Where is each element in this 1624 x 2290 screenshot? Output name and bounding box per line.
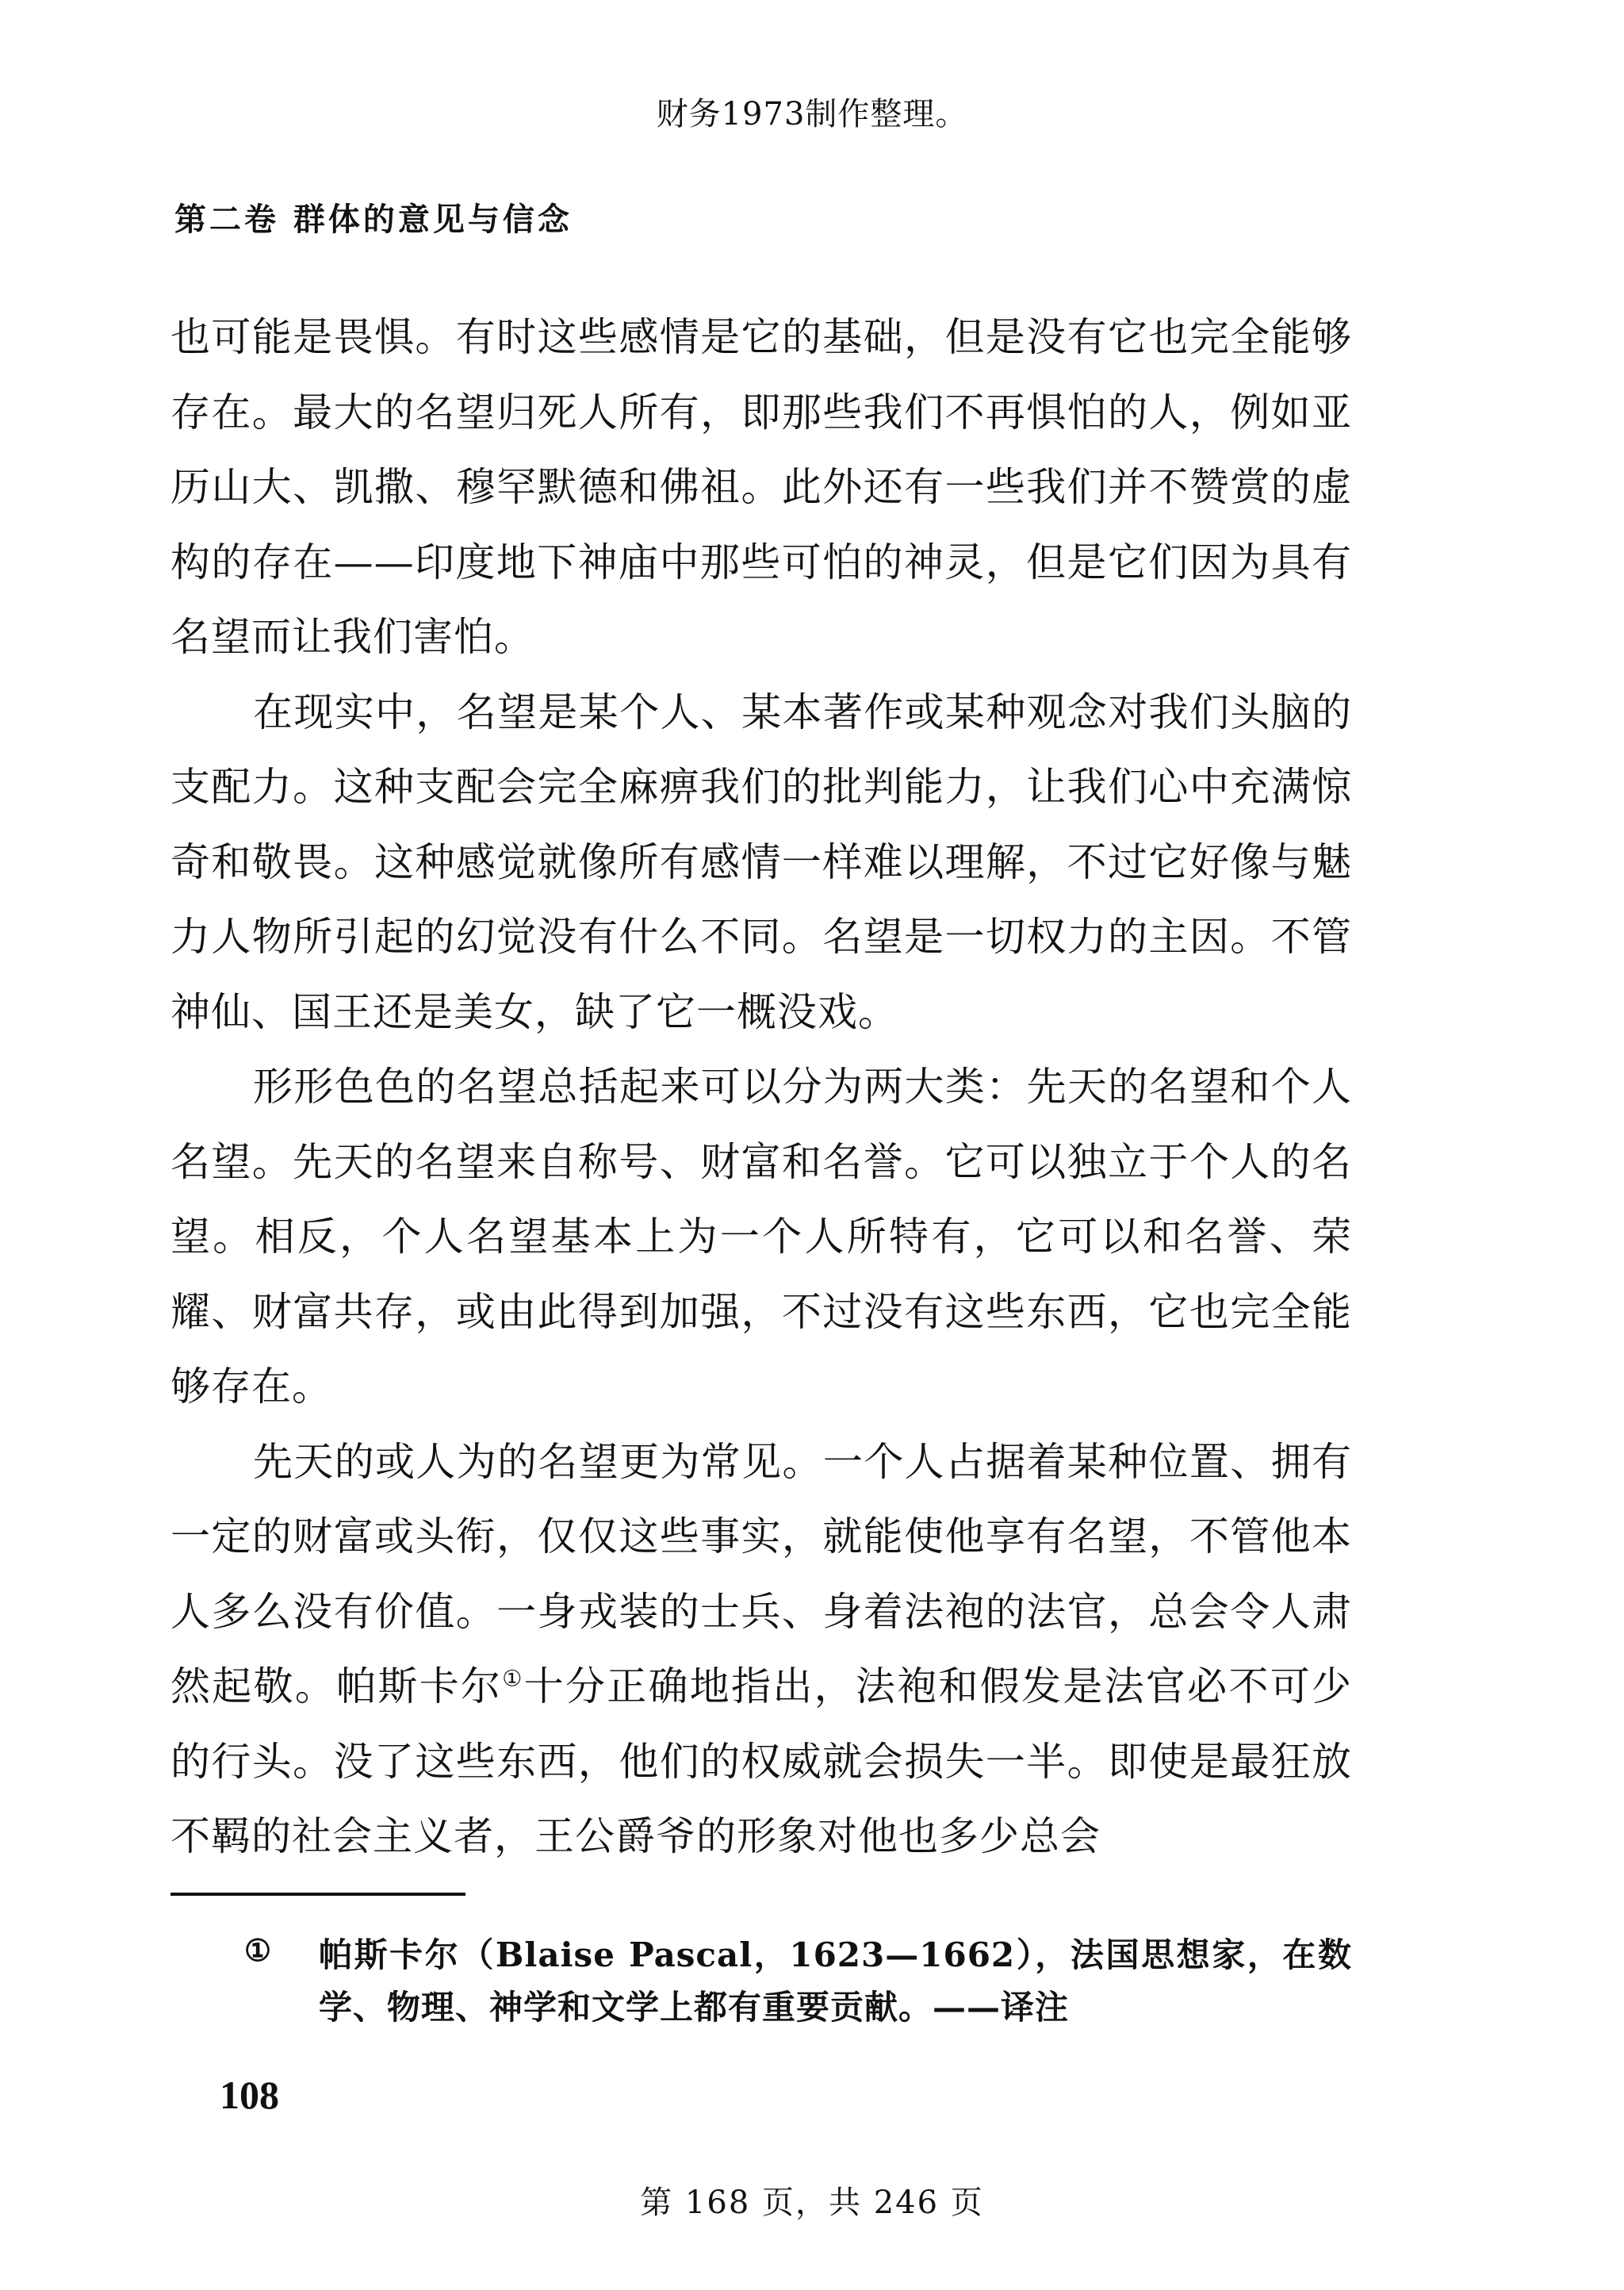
running-head: 第二卷 群体的意见与信念: [174, 201, 573, 238]
footnote-text: 帕斯卡尔（Blaise Pascal，1623—1662），法国思想家，在数学、物理、神学和文学上都有重要贡献。——译注: [319, 1935, 1352, 2027]
paragraph-3: 形形色色的名望总括起来可以分为两大类：先天的名望和个人名望。先天的名望来自称号、财富和名誉。它可以独立于个人的名望。相反，个人名望基本上为一个人所特有，它可以和名誉、荣耀、财富共存，或由此得到加强，不过没有这些东西，它也完全能够存在。: [170, 1064, 1352, 1410]
paragraph-4-text-b: 十分正确地指出，法袍和假发是法官必不可少的行头。没了这些东西，他们的权威就会损失一半。即使是最狂放不羁的社会主义者，王公爵爷的形象对他也多少总会: [170, 1663, 1353, 1859]
body-text: [170, 300, 1352, 1874]
top-note: 财务1973制作整理。: [656, 96, 968, 132]
footnote-reference: ①: [502, 1665, 524, 1692]
footnote-divider: [170, 1893, 465, 1896]
page-count-note: 第 168 页，共 246 页: [640, 2185, 984, 2221]
paragraph-4: [170, 1425, 1352, 1874]
paragraph-4-text-a: 先天的或人为的名望更为常见。一个人占据着某种位置、拥有一定的财富或头衔，仅仅这些事实，就能使他享有名望，不管他本人多么没有价值。一身戎装的士兵、身着法袍的法官，总会令人肃然起敬。帕斯卡尔: [170, 1438, 1352, 1709]
footnote-marker: ①: [244, 1932, 272, 1968]
paragraph-1: 也可能是畏惧。有时这些感情是它的基础，但是没有它也完全能够存在。最大的名望归死人所有，即那些我们不再惧怕的人，例如亚历山大、凯撒、穆罕默德和佛祖。此外还有一些我们并不赞赏的虚构的存在——印度地下神庙中那些可怕的神灵，但是它们因为具有名望而让我们害怕。: [170, 314, 1352, 660]
page-number: 108: [220, 2073, 279, 2117]
paragraph-2: 在现实中，名望是某个人、某本著作或某种观念对我们头脑的支配力。这种支配会完全麻痹我们的批判能力，让我们心中充满惊奇和敬畏。这种感觉就像所有感情一样难以理解，不过它好像与魅力人物所引起的幻觉没有什么不同。名望是一切权力的主因。不管神仙、国王还是美女，缺了它一概没戏。: [170, 689, 1352, 1035]
